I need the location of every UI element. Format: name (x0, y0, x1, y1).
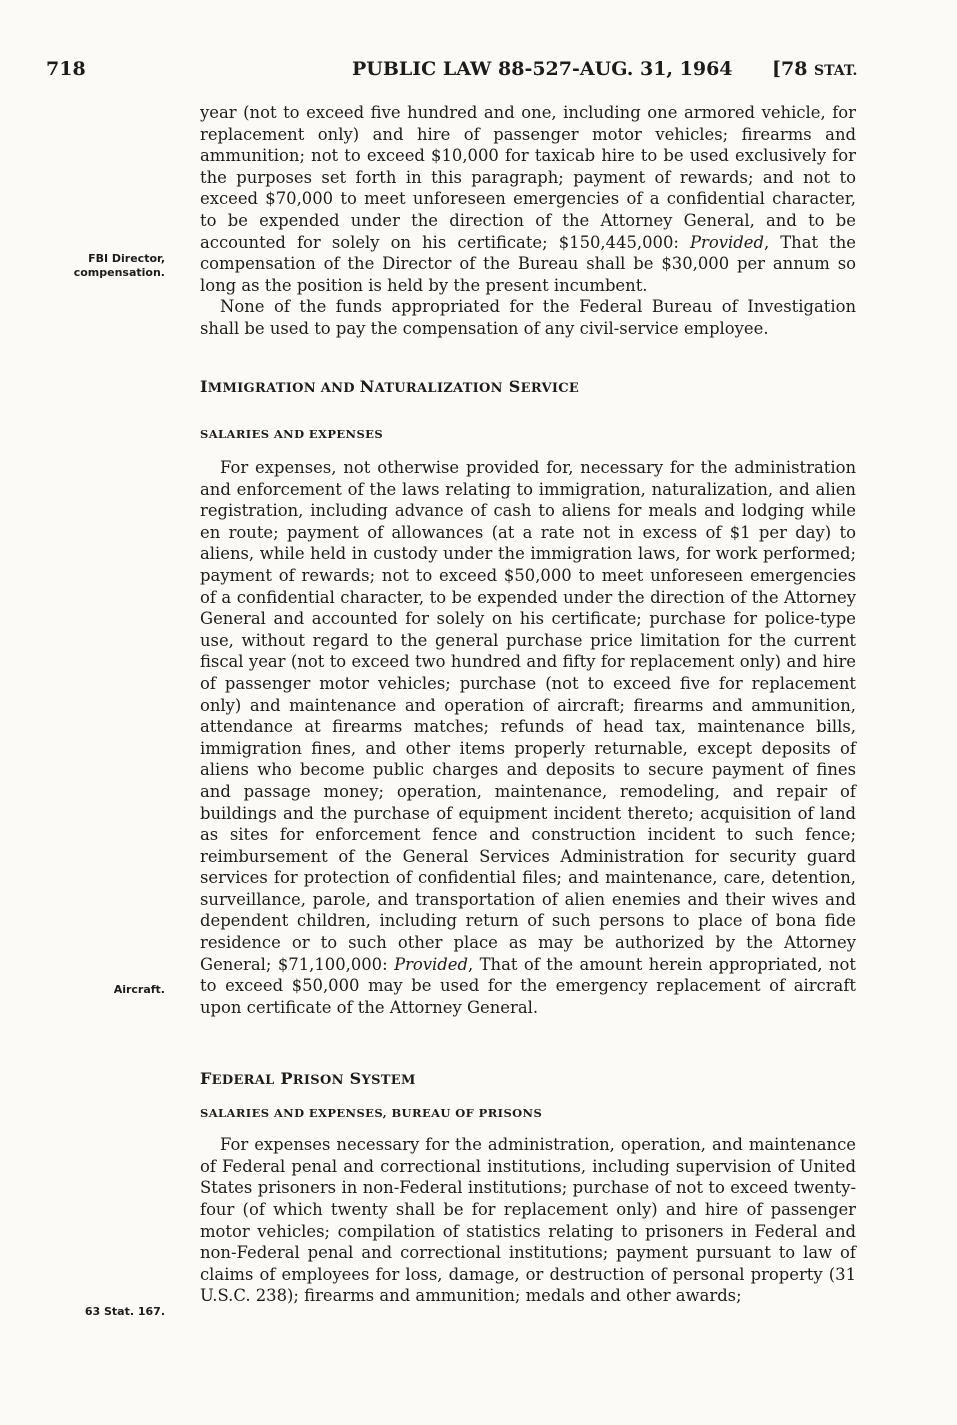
ins-body (200, 457, 856, 1018)
ins-heading: IMMIGRATION AND NATURALIZATION SERVICE (200, 377, 580, 396)
margin-note-63-stat: 63 Stat. 167. (84, 1305, 165, 1318)
volume-reference (772, 58, 857, 80)
prison-section (200, 1068, 856, 1307)
ins-subheading: SALARIES AND EXPENSES (200, 426, 384, 441)
page-number: 718 (46, 58, 86, 80)
fbi-continuation (200, 102, 856, 340)
volume-stat: STAT. (814, 63, 858, 79)
prison-paragraph: For expenses necessary for the administration, operation, and maintenance of Federal penal and correctional institutions, including supervision of United States prisoners in non-Federal institutions; purchase of not to exceed twenty-four (of which twenty shall be for replacement only) and hire of passenger motor vehicles; compilation of statistics relating to prisoners in Federal and non-Federal penal and correctional institutions; payment pursuant to law of claims of employees for loss, damage, or destruction of personal property (31 U.S.C. 238); firearms and ammunition; medals and other awards; (200, 1135, 856, 1306)
volume-bracket: [78 (772, 58, 815, 80)
running-head: PUBLIC LAW 88-527-AUG. 31, 1964 (352, 58, 733, 80)
fbi-restriction-paragraph: None of the funds appropriated for the Federal Bureau of Investigation shall be used to pay the compensation of any civil-service employee. (200, 297, 856, 338)
prison-subheading: SALARIES AND EXPENSES, BUREAU OF PRISONS (200, 1105, 543, 1120)
ins-paragraph: For expenses, not otherwise provided for, necessary for the administration and enforcement of the laws relating to immigration, naturalization, and alien registration, including advance of cash to aliens for meals and lodging while en route; payment of allowances (at a rate not in excess of $1 per day) to aliens, while held in custody under the immigration laws, for work performed; payment of rewards; not to exceed $50,000 to meet unforeseen emergencies of a confidential character, to be expended under the direction of the Attorney General and accounted for solely on his certificate; purchase for police-type use, without regard to the general purchase price limitation for the current fiscal year (not to exceed two hundred and fifty for replacement only) and hire of passenger motor vehicles; purchase (not to exceed five for replacement only) and maintenance and operation of aircraft; firearms and ammunition, attendance at firearms matches; refunds of head tax, maintenance bills, immigration fines, and other items properly returnable, except deposits of aliens who become public charges and deposits to secure payment of fines and passage money; operation, maintenance, remodeling, and repair of buildings and the purchase of equipment incident thereto; acquisition of land as sites for enforcement fence and construction incident to such fence; reimbursement of the General Services Administration for security guard services for protection of confidential files; and maintenance, care, detention, surveillance, parole, and transportation of alien enemies and their wives and dependent children, including return of such persons to place of bona fide residence or to such other place as may be authorized by the Attorney General; $71,100,000: Provided, That of the amount herein appropriated, not to exceed $50,000 may be used for the emergency replacement of aircraft upon certificate of the Attorney General. (200, 458, 857, 1017)
margin-note-aircraft: Aircraft. (113, 983, 165, 996)
margin-note-fbi-director: FBI Director, compensation. (73, 252, 165, 279)
prison-heading: FEDERAL PRISON SYSTEM (200, 1069, 416, 1088)
ins-section (200, 376, 856, 445)
fbi-paragraph: year (not to exceed five hundred and one, including one armored vehicle, for replacement only) and hire of passenger motor vehicles; firearms and ammunition; not to exceed $10,000 for taxicab hire to be used exclusively for the purposes set forth in this paragraph; payment of rewards; and not to exceed $70,000 to meet unforeseen emergencies of a confidential character, to be expended under the direction of the Attorney General, and to be accounted for solely on his certificate; $150,445,000: Provided, That the compensation of the Director of the Bureau shall be $30,000 per annum so long as the position is held by the present incumbent. (200, 103, 856, 295)
